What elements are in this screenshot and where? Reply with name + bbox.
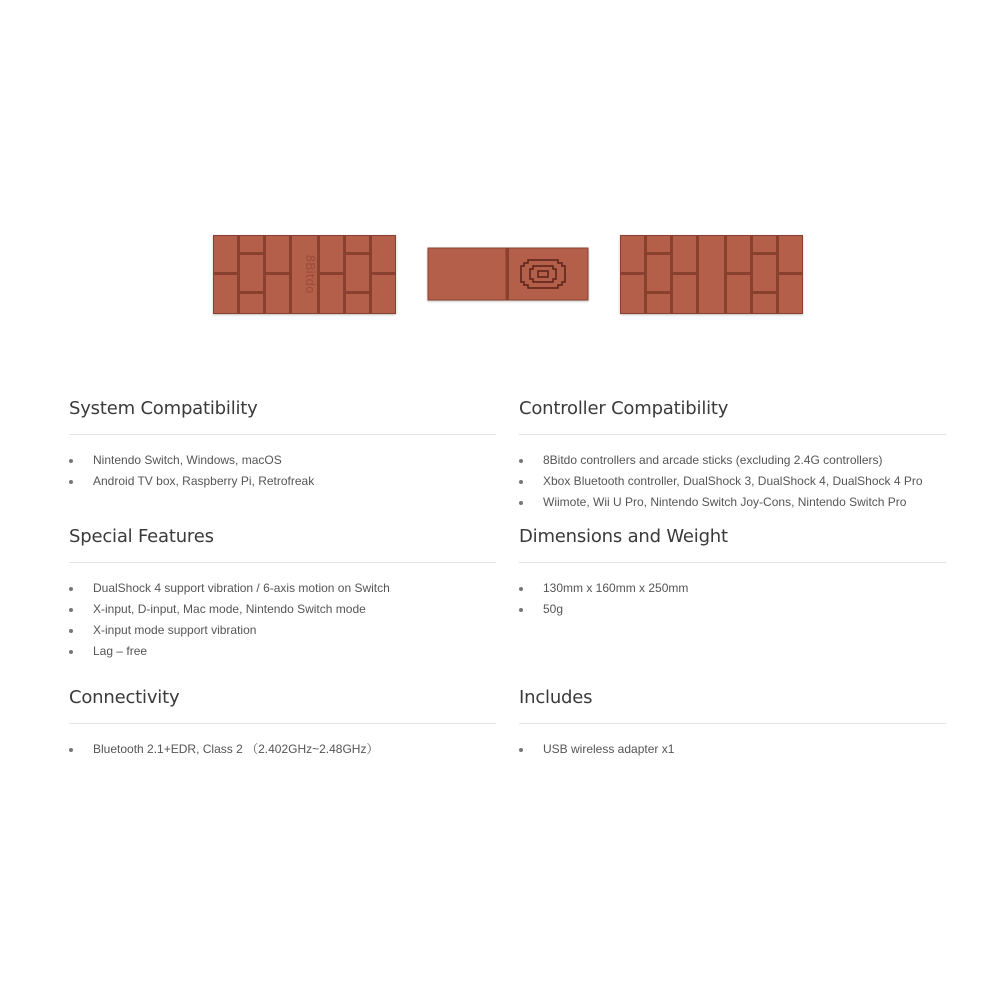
list-item: 130mm x 160mm x 250mm	[519, 578, 946, 599]
divider	[519, 723, 946, 724]
list-item: 50g	[519, 599, 946, 620]
divider	[519, 434, 946, 435]
section-connectivity	[69, 685, 496, 760]
spec-list	[69, 578, 496, 662]
section-title: Controller Compatibility	[519, 398, 729, 419]
section-title: Connectivity	[69, 687, 180, 708]
section-includes	[519, 685, 946, 760]
list-item: DualShock 4 support vibration / 6-axis motion on Switch	[69, 578, 496, 599]
section-title: System Compatibility	[69, 398, 258, 419]
brand-logo: 8Bitdo	[303, 254, 317, 294]
section-system-compatibility	[69, 396, 496, 492]
section-dimensions-weight	[519, 524, 946, 620]
list-item: X-input mode support vibration	[69, 620, 496, 641]
adapter-bottom-view	[620, 235, 803, 314]
spec-list	[519, 739, 946, 760]
adapter-side-view	[428, 248, 588, 300]
bullet-icon	[519, 459, 523, 463]
divider	[69, 723, 496, 724]
usb-adapter-views	[210, 232, 810, 318]
list-item: USB wireless adapter x1	[519, 739, 946, 760]
list-item: 8Bitdo controllers and arcade sticks (excluding 2.4G controllers)	[519, 450, 946, 471]
adapter-top-view	[213, 235, 396, 314]
bullet-icon	[69, 650, 73, 654]
spec-list	[519, 450, 946, 513]
list-item: Android TV box, Raspberry Pi, Retrofreak	[69, 471, 496, 492]
bullet-icon	[519, 748, 523, 752]
list-item: Xbox Bluetooth controller, DualShock 3, DualShock 4, DualShock 4 Pro	[519, 471, 946, 492]
divider	[69, 562, 496, 563]
section-controller-compatibility	[519, 396, 946, 513]
list-item: Nintendo Switch, Windows, macOS	[69, 450, 496, 471]
bullet-icon	[69, 629, 73, 633]
section-title: Special Features	[69, 526, 214, 547]
section-title: Dimensions and Weight	[519, 526, 728, 547]
bullet-icon	[519, 587, 523, 591]
list-item: Wiimote, Wii U Pro, Nintendo Switch Joy-Cons, Nintendo Switch Pro	[519, 492, 946, 513]
divider	[519, 562, 946, 563]
spec-list	[69, 450, 496, 492]
list-item: X-input, D-input, Mac mode, Nintendo Switch mode	[69, 599, 496, 620]
bullet-icon	[519, 501, 523, 505]
bullet-icon	[519, 608, 523, 612]
bullet-icon	[69, 587, 73, 591]
product-images	[210, 232, 810, 318]
bullet-icon	[69, 608, 73, 612]
divider	[69, 434, 496, 435]
list-item: Bluetooth 2.1+EDR, Class 2 （2.402GHz~2.48GHz）	[69, 739, 496, 760]
bullet-icon	[69, 480, 73, 484]
section-title: Includes	[519, 687, 593, 708]
bullet-icon	[519, 480, 523, 484]
spec-list	[69, 739, 496, 760]
section-special-features	[69, 524, 496, 662]
list-item: Lag – free	[69, 641, 496, 662]
spec-list	[519, 578, 946, 620]
bullet-icon	[69, 459, 73, 463]
bullet-icon	[69, 748, 73, 752]
